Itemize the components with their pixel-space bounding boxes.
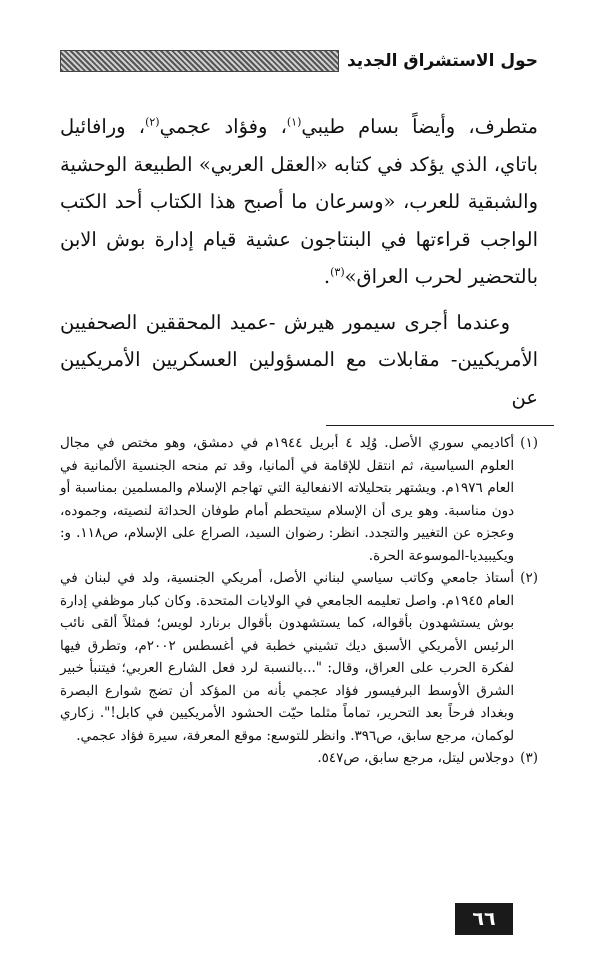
footnote-number: (٢) [520,570,538,586]
main-text [60,108,538,416]
footnote-number: (٣) [520,750,538,766]
running-title: حول الاستشراق الجديد [346,51,538,71]
footnote-ref-3: (٣) [330,265,345,279]
footnote-3 [60,747,538,770]
paragraph-1-part-d: . [323,265,331,288]
paragraph-1-part-b: ، وفؤاد عجمي [159,115,287,138]
paragraph-1-part-c: ، ورافائيل باتاي، الذي يؤكد في كتابه «العقل العربي» الطبيعة الوحشية والشبقية للعرب، «وسرعان ما أصبح هذا الكتاب أحد الكتب الواجب قراءتها في البنتاجون عشية قيام إدارة بوش الابن بالتحضير لحرب العراق» [60,115,538,288]
footnote-number: (١) [520,435,538,451]
footnote-2 [60,567,538,747]
footnotes [60,432,538,770]
header-pattern-band [60,50,339,72]
paragraph-1 [60,108,538,296]
paragraph-1-part-a: متطرف، وأيضاً بسام طيبي [301,115,538,138]
footnote-text: دوجلاس ليتل، مرجع سابق، ص٥٤٧. [317,750,515,766]
footnote-text: أستاذ جامعي وكاتب سياسي لبناني الأصل، أمريكي الجنسية، ولد في لبنان في العام ١٩٤٥م. واصل تعليمه الجامعي في الولايات المتحدة. وكان كبار موظفي إدارة بوش يستشهدون بأقواله، كما يستشهدون بأقوال برنارد لويس؛ فمثلاً ألقى نائب الرئيس الأمريكي الأسبق ديك تشيني خطبة في أغسطس ٢٠٠٢م، وتطرق فيها لفكرة الحرب على العراق، وقال: "...بالنسبة لرد فعل الشارع العربي؛ فيتنبأ خبير الشرق الأوسط البرفيسور فؤاد عجمي بأنه من المؤكد أن تضج شوارع البصرة وبغداد فرحاً بعد التحرير، تماماً مثلما حيّت الحشود الأمريكيين في كابل!". زكاري لوكمان، مرجع سابق، ص٣٩٦. وانظر للتوسع: موقع المعرفة، سيرة فؤاد عجمي. [60,570,515,744]
footnote-separator [326,425,554,426]
footnote-1 [60,432,538,567]
footnote-text: أكاديمي سوري الأصل. وُلِد ٤ أبريل ١٩٤٤م في دمشق، وهو مختص في مجال العلوم السياسية، ثم انتقل للإقامة في ألمانيا، وقد تم منحه الجنسية الألمانية في العام ١٩٧٦م. ويشتهر بتحليلاته الانفعالية التي تهاجم الإسلام والمسلمين بمناسبة أو دون مناسبة. وهو يرى أن الإسلام سيتحطم أمام طوفان الحداثة لنصيته، وجموده، وعجزه عن التغيير والتجدد. انظر: رضوان السيد، الصراع على الإسلام، ص١١٨. و: ويكيبيديا-الموسوعة الحرة. [60,435,515,564]
paragraph-2: وعندما أجرى سيمور هيرش -عميد المحققين الصحفيين الأمريكيين- مقابلات مع المسؤولين العسكريين الأمريكيين عن [60,310,538,409]
footnote-ref-1: (١) [286,115,302,129]
running-header [60,48,538,74]
footnote-ref-2: (٢) [145,115,160,129]
page-number: ٦٦ [455,903,513,935]
